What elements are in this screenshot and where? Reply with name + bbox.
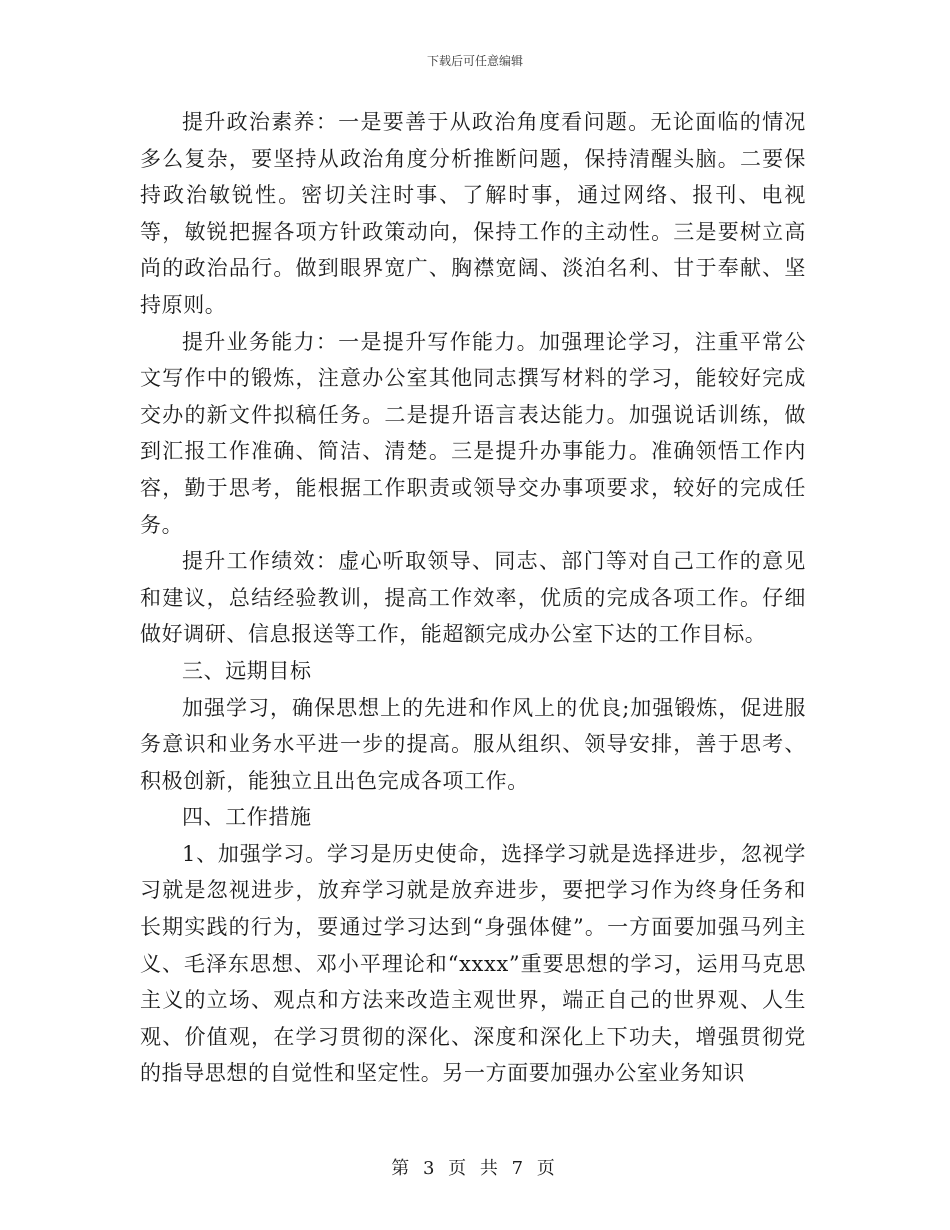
paragraph-political-literacy: 提升政治素养：一是要善于从政治角度看问题。无论面临的情况多么复杂，要坚持从政治角度分析推断问题，保持清醒头脑。二要保持政治敏锐性。密切关注时事、了解时事，通过网络、报刊、电视等，敏锐把握各项方针政策动向，保持工作的主动性。三是要树立高尚的政治品行。做到眼界宽广、胸襟宽阔、淡泊名利、甘于奉献、坚持原则。 [140,110,806,317]
page-header-note: 下载后可任意编辑 [426,54,523,68]
section-heading-work-measures: 四、工作措施 [182,805,312,830]
paragraph-strengthen-study: 1、加强学习。学习是历史使命，选择学习就是选择进步，忽视学习就是忽视进步，放弃学习就是放弃进步，要把学习作为终身任务和长期实践的行为，要通过学习达到“身强体健”。一方面要加强马列主义、毛泽东思想、邓小平理论和“xxxx”重要思想的学习，运用马克思主义的立场、观点和方法来改造主观世界，端正自己的世界观、人生观、价值观，在学习贯彻的深化、深度和深化上下功夫，增强贯彻党的指导思想的自觉性和坚定性。另一方面要加强办公室业务知识 [140,841,806,1086]
section-heading-long-term-goals: 三、远期目标 [182,658,312,683]
paragraph-business-ability: 提升业务能力：一是提升写作能力。加强理论学习，注重平常公文写作中的锻炼，注意办公室其他同志撰写材料的学习，能较好完成交办的新文件拟稿任务。二是提升语言表达能力。加强说话训练，做到汇报工作准确、简洁、清楚。三是提升办事能力。准确领悟工作内容，勤于思考，能根据工作职责或领导交办事项要求，较好的完成任务。 [140,329,806,537]
page-number: 第 3 页 共 7 页 [391,1158,559,1179]
paragraph-work-performance: 提升工作绩效：虚心听取领导、同志、部门等对自己工作的意见和建议，总结经验教训，提高工作效率，优质的完成各项工作。仔细做好调研、信息报送等工作，能超额完成办公室下达的工作目标。 [140,549,806,647]
document-body [140,104,806,1092]
paragraph-long-term-goals: 加强学习，确保思想上的先进和作风上的优良;加强锻炼，促进服务意识和业务水平进一步的提高。服从组织、领导安排，善于思考、积极创新，能独立且出色完成各项工作。 [140,695,806,793]
